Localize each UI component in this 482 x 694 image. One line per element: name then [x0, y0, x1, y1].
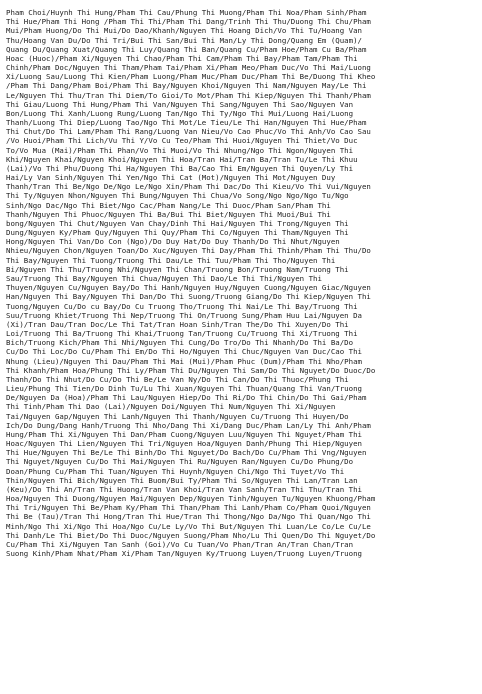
text-line: Nhung (Lieu)/Nguyen Thi Dau/Pham Thi Mai (Mui)/Pham Phuc (Dum)/Pham Thi Nho/Pham	[6, 356, 362, 366]
text-line: De/Nguyen Da (Hoa)/Pham Thi Lau/Nguyen Hiep/Do Thi Ri/Do Thi Chin/Do Thi Gai/Pham	[6, 393, 367, 403]
text-line: Doan/Phung Cu/Pham Thi Tuan/Nguyen Thi Huynh/Nguyen Chi/Ngo Thi Tuyet/Vo Thi	[6, 466, 345, 476]
text-line: Sau/Truong Thi Bay/Nguyen Thi Chua/Nguyen Thi Dao/Le Thi Thi/Nguyen Thi	[6, 273, 322, 283]
text-line: Pham Choi/Huynh Thi Hung/Pham Thi Cau/Phung Thi Muong/Pham Thi Noa/Pham Sinh/Pham	[6, 8, 367, 17]
text-line: Cu/Pham Thi Xi/Nguyen Tan Sanh (Goi)/Vo Cu Tuan/Vo Phan/Tran An/Tran Chan/Tran	[6, 539, 354, 549]
text-line: bong/Nguyen Thi Chut/Nguyen Van Chay/Dinh Thi Hai/Nguyen Thi Trong/Nguyen Thi	[6, 218, 349, 228]
text-line: Dung/Nguyen Ky/Pham Quy/Nguyen Thi Quy/Pham Thi Co/Nguyen Thi Tham/Nguyen Thi	[6, 228, 349, 238]
text-line: Thi Danh/Le Thi Biet/Do Thi Duoc/Nguyen Suong/Pham Nho/Lu Thi Quen/Do Thi Nguyet/Do	[6, 530, 376, 540]
text-line: Xi/Luong Sau/Luong Thi Kien/Pham Luong/Pham Muc/Pham Duc/Pham Thi Be/Duong Thi Kheo	[6, 72, 376, 82]
text-line: (Lai)/Vo Thi Phu/Duong Thi Ha/Nguyen Thi Ba/Cao Thi Em/Nguyen Thi Quyen/Ly Thi	[6, 163, 354, 173]
text-line: Cu/Do Thi Loc/Do Cu/Pham Thi Em/Do Thi Ho/Nguyen Thi Chuc/Nguyen Van Duc/Cao Thi	[6, 347, 362, 357]
text-line: Tuong/Nguyen Cu/Do cu Bay/Do Cu Truong Tho/Truong Thi Nai/Le Thi Bay/Truong Thi	[6, 301, 358, 311]
text-line: Thuyen/Nguyen Cu/Nguyen Bay/Do Thi Hanh/Nguyen Huy/Nguyen Cuong/Nguyen Giac/Nguyen	[6, 283, 371, 293]
text-line: Bon/Luong Thi Xanh/Luong Rung/Luong Tan/Ngo Thi Ty/Ngo Thi Mui/Luong Hai/Luong	[6, 108, 354, 118]
text-line: Thi Tinh/Pham Thi Dao (Lai)/Nguyen Doi/Nguyen Thi Num/Nguyen Thi Xi/Nguyen	[6, 402, 336, 412]
text-line: Thin/Nguyen Thi Bich/Nguyen Thi Buom/Bui Ty/Pham Thi So/Nguyen Thi Lan/Tran Lan	[6, 475, 358, 485]
text-line: Le/Nguyen Thi Thu/Tran Thi Diem/To Gioi/To Mot/Pham Thi Kiep/Nguyen Thi Thanh/Pham	[6, 90, 371, 100]
text-line: Minh/Ngo Thi Xi/Ngo Thi Hoa/Ngo Cu/Le Ly/Vo Thi But/Nguyen Thi Luan/Le Co/Le Cu/Le	[6, 521, 371, 531]
text-line: Thu/Hoang Van Du/Do Thi Tri/Bui Thi San/Bui Thi Man/Ly Thi Dong/Quang Em (Quam)/	[6, 35, 362, 45]
text-line: Tai/Nguyen Gap/Nguyen Thi Lanh/Nguyen Thi Thanh/Nguyen Cu/Truong Thi Huyen/Do	[6, 411, 349, 421]
text-line: Bi/Nguyen Thi Thu/Truong Nhi/Nguyen Thi Chan/Truong Bon/Truong Nam/Truong Thi	[6, 264, 349, 274]
text-line: Sinh/Ngo Dac/Ngo Thi Biet/Ngo Cac/Pham Nang/Le Thi Duoc/Pham San/Pham Thi	[6, 200, 331, 210]
text-line: Loi/Truong Thi Ba/Truong Thi Khai/Truong Tan/Truong Cu/Truong Thi Xi/Truong Thi	[6, 329, 358, 339]
text-line: Bich/Truong Kich/Pham Thi Nhi/Nguyen Thi Cung/Do Tro/Do Thi Nhanh/Do Thi Ba/Do	[6, 338, 354, 348]
text-line: Chinh/Pham Doc/Nguyen Thi Tham/Pham Tai/Pham Xi/Pham Meo/Pham Duc/Vo Thi Mai/Luong	[6, 63, 371, 73]
text-line: Thanh/Tran Thi Be/Ngo De/Ngo Le/Ngo Xin/Pham Thi Dac/Do Thi Kieu/Vo Thi Vui/Nguyen	[6, 182, 371, 192]
text-line: Hai/Ly Van Sinh/Nguyen Thi Yen/Ngo Thi Cat (Mot)/Nguyen Thi Mot/Nguyen Duy	[6, 173, 336, 183]
text-line: Thi Bay/Nguyen Thi Tuong/Truong Thi Dau/Le Thi Tuu/Pham Thi Tho/Nguyen Thi	[6, 255, 336, 265]
text-line: Hong/Nguyen Thi Van/Do Con (Ngo)/Do Duy Hat/Do Duy Thanh/Do Thi Nhut/Nguyen	[6, 237, 340, 247]
text-line: Thi Hue/Pham Thi Hong /Pham Thi Thi/Pham Thi Dang/Trinh Thi Thu/Duong Thi Chu/Pham	[6, 17, 371, 27]
text-line: Thi Nguyet/Nguyen Cu/Do Thi Mai/Nguyen Thi Ru/Nguyen Ran/Nguyen Cu/Do Phung/Do	[6, 457, 354, 467]
text-line: /Pham Thi Dang/Pham Boi/Pham Thi Bay/Nguyen Khoi/Nguyen Thi Nam/Nguyen May/Le Thi	[6, 81, 367, 91]
text-line: Thanh/Luong Thi Diep/Luong Tao/Ngo Thi Mot/Le Tieu/Le Thi Han/Nguyen Thi Hue/Pham	[6, 118, 367, 128]
text-line: Thi Chut/Do Thi Lam/Pham Thi Rang/Luong Van Nieu/Vo Cao Phuc/Vo Thi Anh/Vo Cao Sau	[6, 127, 371, 137]
text-line: Thanh/Nguyen Thi Phuoc/Nguyen Thi Ba/Bui Thi Biet/Nguyen Thi Muoi/Bui Thi	[6, 209, 331, 219]
text-line: Suu/Truong Khiet/Truong Thi Nep/Truong Thi On/Truong Sung/Pham Huu Lai/Nguyen Da	[6, 310, 362, 320]
text-line: Ich/Do Dung/Dang Hanh/Truong Thi Nho/Dang Thi Xi/Dang Duc/Pham Lan/Ly Thi Anh/Pham	[6, 420, 371, 430]
text-line: Hoa/Nguyen Thi Duong/Nguyen Mai/Nguyen Dep/Nguyen Tinh/Nguyen Tu/Nguyen Khuong/Pham	[6, 494, 376, 504]
text-line: Thanh/Do Thi Nhut/Do Cu/Do Thi Be/Le Van Ny/Do Thi Can/Do Thi Thuoc/Phung Thi	[6, 374, 349, 384]
text-line: Khi/Nguyen Khai/Nguyen Khoi/Nguyen Thi Hoa/Tran Hai/Tran Ba/Tran Tu/Le Thi Khuu	[6, 154, 358, 164]
text-line: Thi Be (Tau)/Tran Thi Hong/Tran Thi Hue/Tran Thi Thong/Ngo Da/Ngo Thi Quan/Ngo Thi	[6, 512, 371, 522]
text-line: Suong Kinh/Pham Nhat/Pham Xi/Pham Tan/Nguyen Ky/Truong Luyen/Truong Luyen/Truong	[6, 549, 362, 559]
text-line: Thi Tri/Nguyen Thi Be/Pham Ky/Pham Thi Than/Pham Thi Lanh/Pham Co/Pham Quoi/Nguyen	[6, 503, 371, 513]
text-line: Quang Du/Quang Xuat/Quang Thi Luy/Quang Thi Ban/Quang Cu/Pham Hoe/Pham Cu Ba/Pham	[6, 44, 367, 54]
text-line: /Vo Huoi/Pham Thi Lich/Vu Thi Y/Vo Cu Teo/Pham Thi Huoi/Nguyen Thi Thiet/Vo Duc	[6, 136, 358, 146]
text-line: Thi Giau/Luong Thi Hung/Pham Thi Van/Nguyen Thi Sang/Nguyen Thi Sao/Nguyen Van	[6, 99, 354, 109]
text-line: Nhieu/Nguyen Chon/Nguyen Toan/Do Xuc/Nguyen Thi Day/Pham Thi Thinh/Pham Thi Thu/Do	[6, 246, 371, 256]
name-list-text	[6, 8, 476, 688]
text-line: Hung/Pham Thi Xi/Nguyen Thi Dan/Pham Cuong/Nguyen Luu/Nguyen Thi Nguyet/Pham Thi	[6, 429, 362, 439]
text-line: To/Vo Mua (Mai)/Pham Thi Phan/Vo Thi Muoi/Vo Thi Nhung/Ngo Thi Ngon/Nguyen Thi	[6, 145, 354, 155]
text-line: Mui/Pham Huong/Do Thi Mui/Do Dao/Khanh/Nguyen Thi Hoang Dich/Vo Thi Tu/Hoang Van	[6, 26, 362, 36]
text-line: Thi Khanh/Pham Hoa/Phung Thi Ly/Pham Thi Du/Nguyen Thi Sam/Do Thi Nguyet/Do Duoc/Do	[6, 365, 376, 375]
text-line: Thi Ty/Nguyen Nhon/Nguyen Thi Bung/Nguyen Thi Chua/Vo Song/Ngo Ngo/Ngo Tu/Ngo	[6, 191, 349, 201]
text-line: (Keu)/Do Thi An/Tran Thi Huong/Tran Van Khoi/Tran Van Sanh/Tran Thi Thu/Tran Thi	[6, 484, 362, 494]
text-line: Lieu/Phung Thi Tien/Do Dinh Tu/Lu Thi Xuan/Nguyen Thi Thuan/Quang Thi Van/Truong	[6, 384, 362, 394]
text-line: Hoac/Nguyen Thi Lien/Nguyen Thi Tri/Nguyen Hoa/Nguyen Danh/Phung Thi Hiep/Nguyen	[6, 439, 362, 449]
text-line: Hoac (Huoc)/Pham Xi/Nguyen Thi Chao/Pham Thi Cam/Pham Thi Bay/Pham Tam/Pham Thi	[6, 53, 358, 63]
text-line: Han/Nguyen Thi Bay/Nguyen Thi Dan/Do Thi Suong/Truong Giang/Do Thi Kiep/Nguyen Thi	[6, 292, 371, 302]
text-line: Thi Hue/Nguyen Thi Be/Le Thi Binh/Do Thi Nguyet/Do Bach/Do Cu/Pham Thi Vng/Nguyen	[6, 448, 367, 458]
text-line: (Xi)/Tran Dau/Tran Doc/Le Thi Tat/Tran Hoan Sinh/Tran The/Do Thi Xuyen/Do Thi	[6, 319, 349, 329]
